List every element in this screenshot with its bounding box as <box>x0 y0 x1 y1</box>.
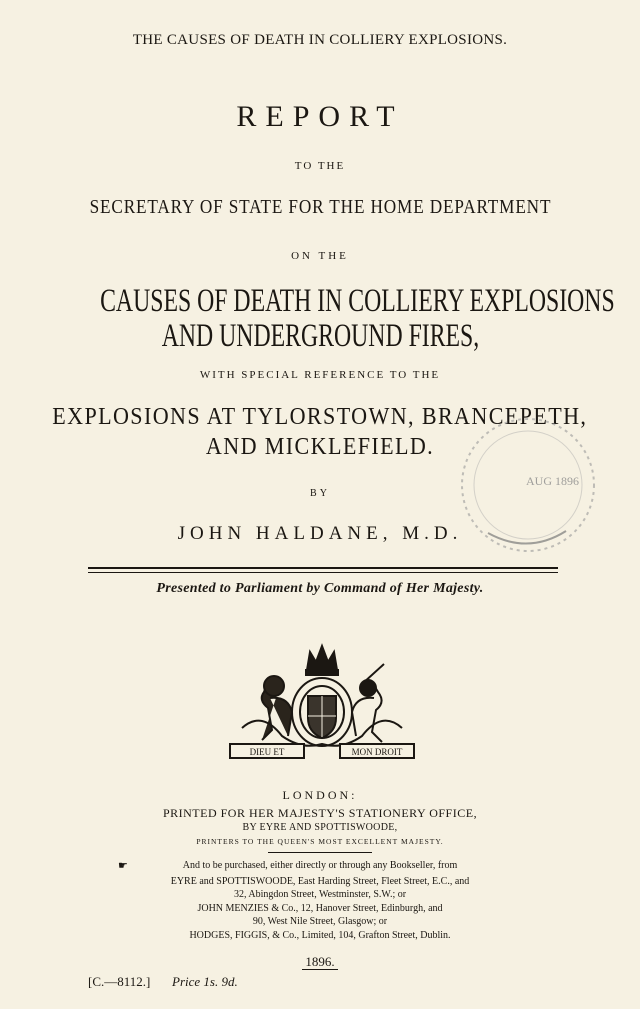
sellers-line-5: 90, West Nile Street, Glasgow; or <box>252 916 388 927</box>
explosions-line-1: EXPLOSIONS AT TYLORSTOWN, BRANCEPETH, <box>52 404 588 430</box>
author: JOHN HALDANE, M.D. <box>177 523 463 544</box>
sellers-line-2: EYRE and SPOTTISWOODE, East Harding Street, Fleet Street, E.C., and <box>170 876 470 887</box>
motto-left: DIEU ET <box>249 747 285 757</box>
hand-pointer-icon: ☛ <box>118 860 128 872</box>
royal-coat-of-arms-icon <box>222 640 422 760</box>
imprint-printed-for: PRINTED FOR HER MAJESTY'S STATIONERY OFFICE, <box>162 806 478 820</box>
addressee: SECRETARY OF STATE FOR THE HOME DEPARTMENT <box>89 196 551 218</box>
divider-thick <box>88 567 558 569</box>
sellers-line-6: HODGES, FIGGIS, & Co., Limited, 104, Grafton Street, Dublin. <box>189 930 451 941</box>
imprint-london: LONDON: <box>282 788 358 802</box>
sellers-line-3: 32, Abingdon Street, Westminster, S.W.; or <box>233 889 407 900</box>
year-underline <box>302 969 338 970</box>
by-label: BY <box>310 488 330 499</box>
subject-line-2: AND UNDERGROUND FIRES, <box>161 318 479 354</box>
command-number: [C.—8112.] <box>88 974 151 989</box>
presented-to-parliament: Presented to Parliament by Command of Her Majesty. <box>156 581 484 596</box>
stamp-text: AUG 1896 <box>526 474 579 488</box>
on-the: ON THE <box>291 250 349 262</box>
imprint-printers: PRINTERS TO THE QUEEN'S MOST EXCELLENT MAJESTY. <box>196 837 444 846</box>
sellers-line-4: JOHN MENZIES & Co., 12, Hanover Street, Edinburgh, and <box>197 903 443 914</box>
report-title: REPORT <box>236 100 404 133</box>
explosions-line-2: AND MICKLEFIELD. <box>205 434 435 460</box>
with-special-reference: WITH SPECIAL REFERENCE TO THE <box>199 369 441 381</box>
divider-thin <box>88 572 558 573</box>
year: 1896. <box>305 954 335 969</box>
library-stamp <box>448 405 608 565</box>
sellers-line-1: And to be purchased, either directly or through any Bookseller, from <box>182 860 458 871</box>
imprint-divider <box>268 852 372 853</box>
imprint-by-eyre: BY EYRE AND SPOTTISWOODE, <box>242 822 398 833</box>
motto-right: MON DROIT <box>351 747 403 757</box>
subject-line-1: CAUSES OF DEATH IN COLLIERY EXPLOSIONS <box>100 283 615 319</box>
price: Price 1s. 9d. <box>172 974 238 989</box>
running-head: THE CAUSES OF DEATH IN COLLIERY EXPLOSIONS. <box>132 32 508 48</box>
to-the: TO THE <box>294 160 346 172</box>
